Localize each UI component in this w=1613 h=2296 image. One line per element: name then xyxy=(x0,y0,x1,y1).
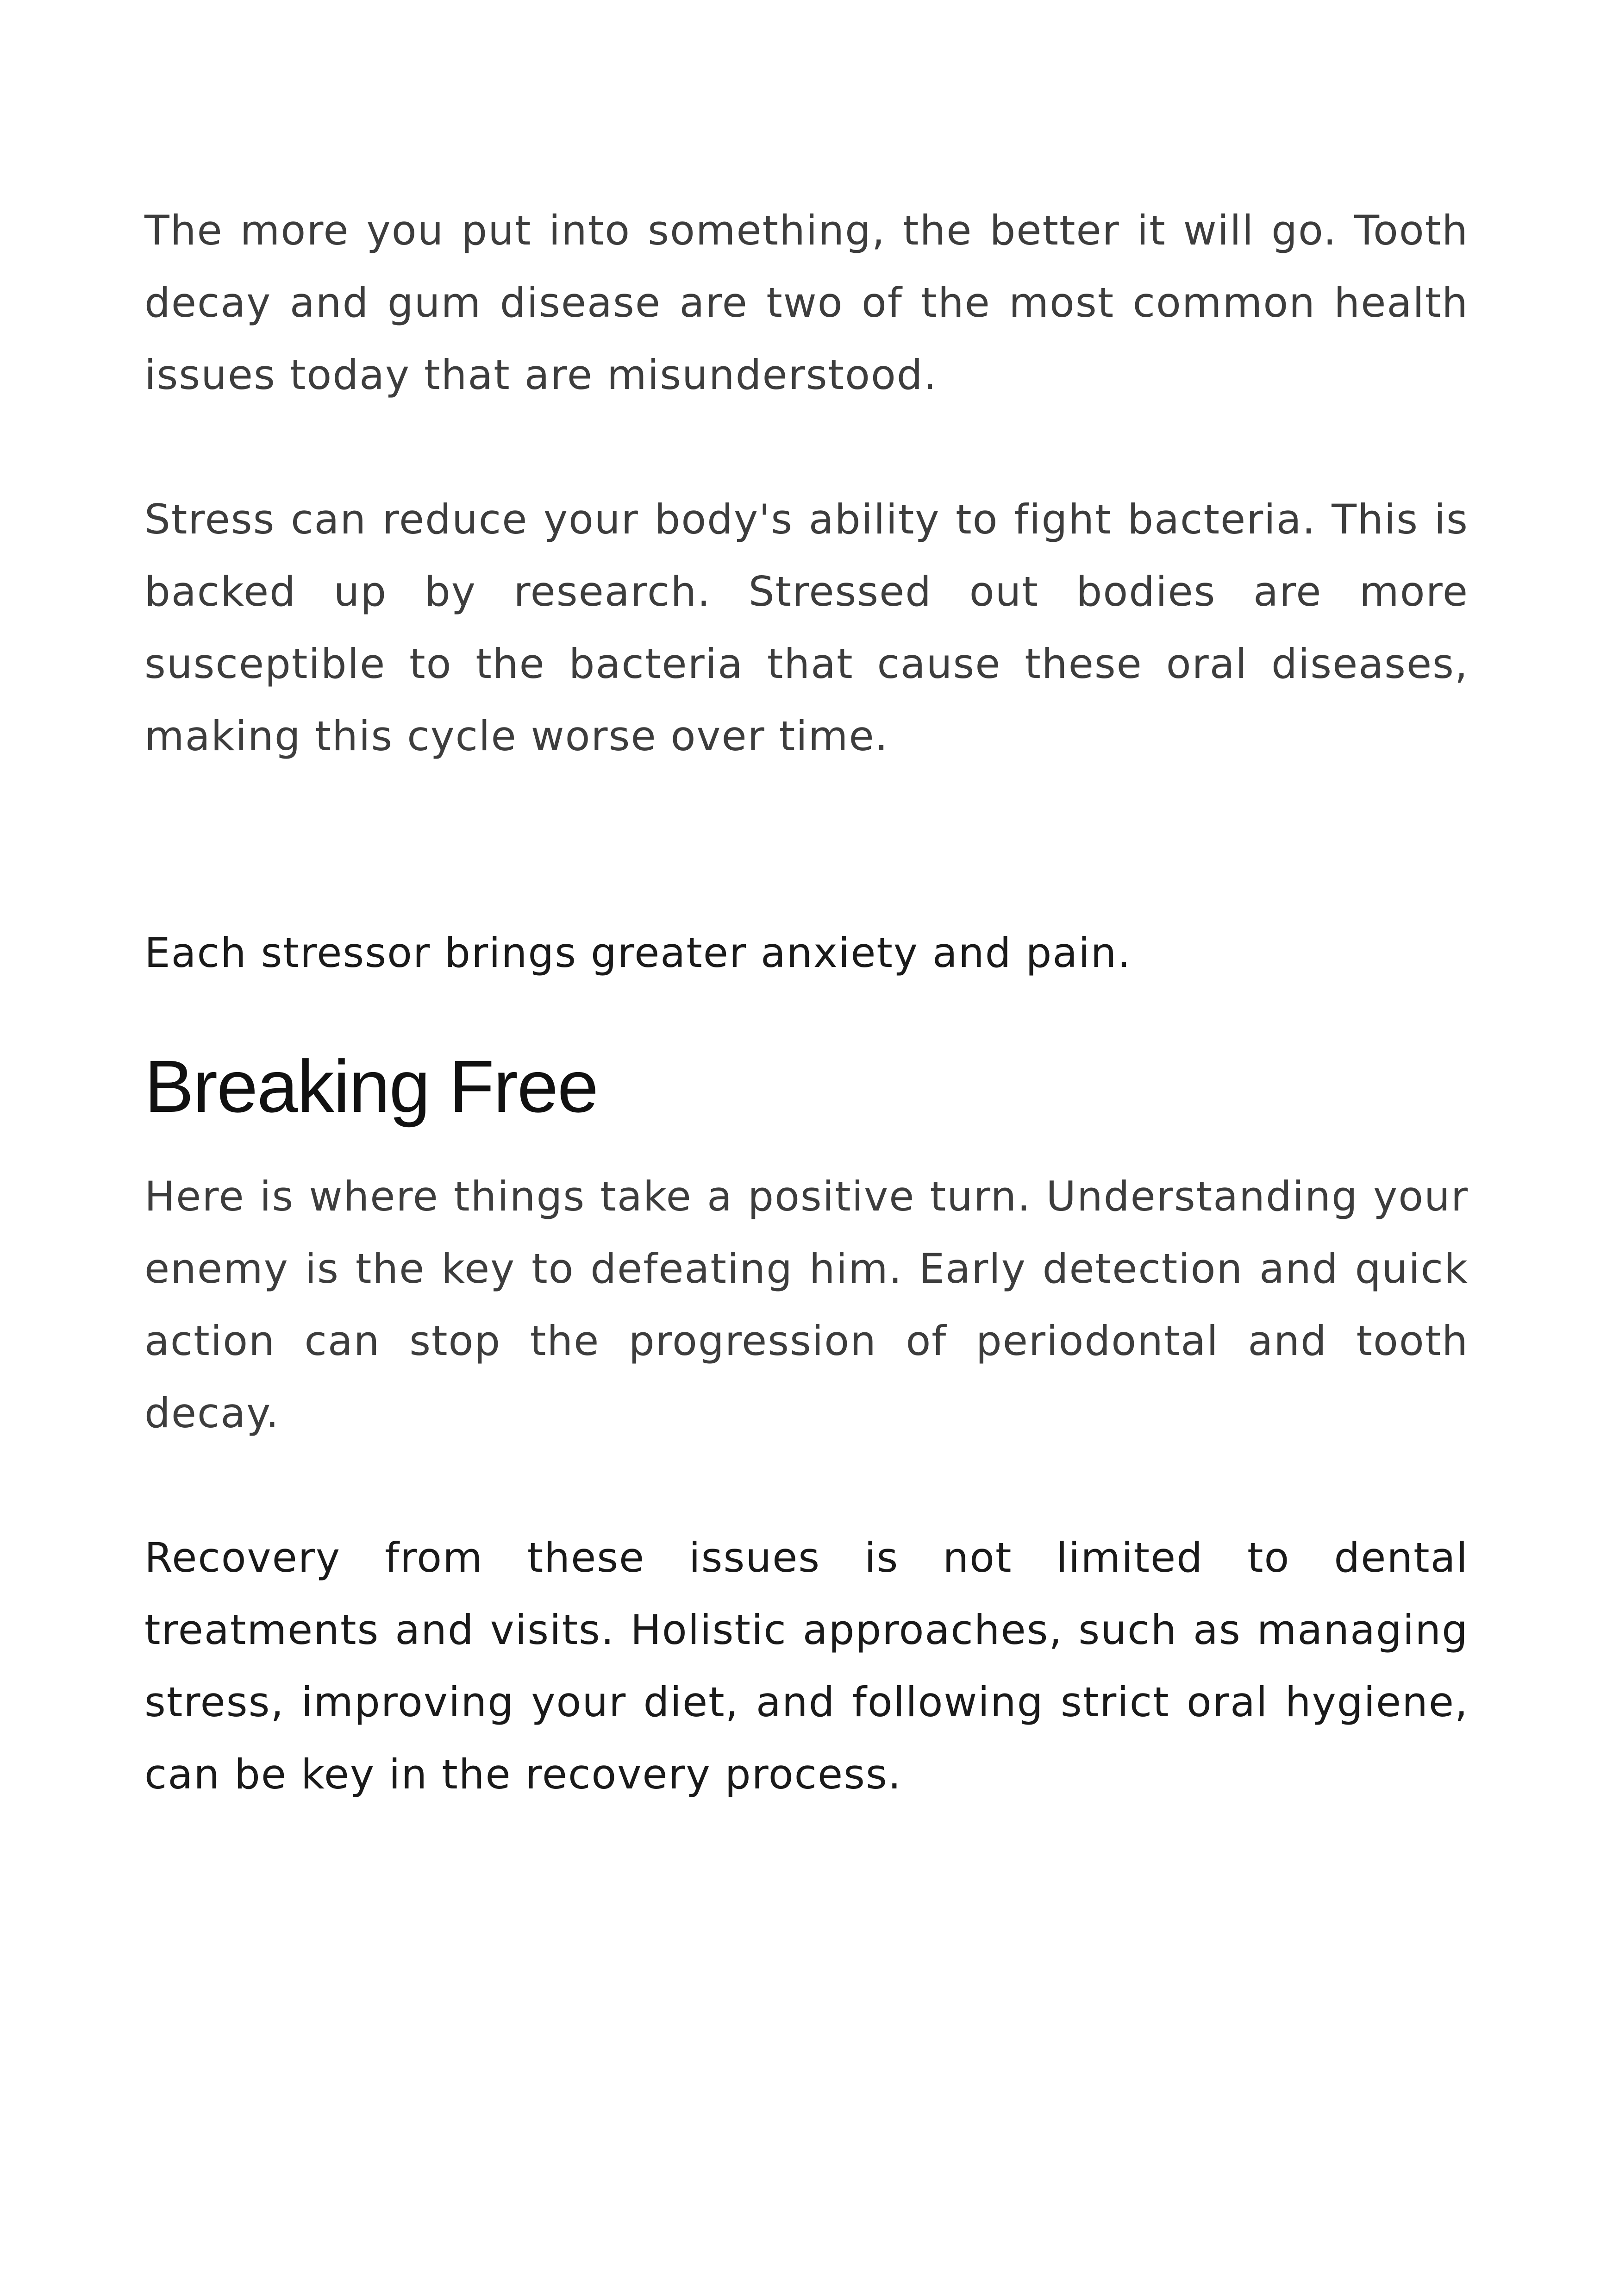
section-heading: Breaking Free xyxy=(144,1045,598,1128)
document-body xyxy=(144,194,1469,1811)
paragraph-early-detection: Here is where things take a positive turn. Understanding your enemy is the key to defeating him. Early detection and quick action can stop the progression of periodontal and tooth decay. xyxy=(144,1173,1469,1437)
paragraph-stress-bacteria: Stress can reduce your body's ability to fight bacteria. This is backed up by research. Stressed out bodies are more susceptible to the bacteria that cause these oral diseases, making this cycle worse over time. xyxy=(144,496,1469,760)
paragraph-tooth-decay-intro: The more you put into something, the better it will go. Tooth decay and gum disease are two of the most common health issues today that are misunderstood. xyxy=(144,207,1469,399)
paragraph-stressor: Each stressor brings greater anxiety and pain. xyxy=(144,929,1132,977)
paragraph-recovery: Recovery from these issues is not limited to dental treatments and visits. Holistic approaches, such as managing stress, improving your diet, and following strict oral hygiene, can be key in the recovery process. xyxy=(144,1534,1469,1798)
